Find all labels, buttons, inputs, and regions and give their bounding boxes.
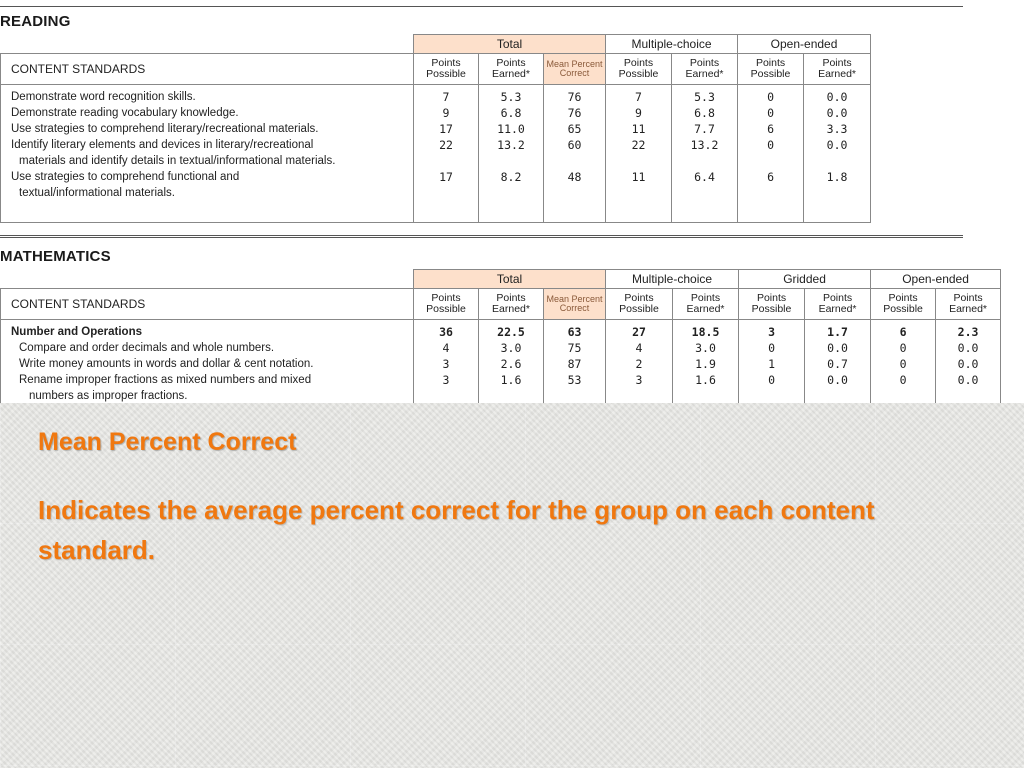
reading-content-standards-header: CONTENT STANDARDS bbox=[1, 54, 414, 85]
cell: 6.8 bbox=[500, 106, 522, 120]
cell: 22.5 bbox=[497, 325, 525, 339]
column-header: Points Possible bbox=[414, 289, 479, 320]
cell bbox=[606, 153, 671, 169]
cell: 13.2 bbox=[690, 138, 719, 152]
cell: 0 bbox=[899, 373, 907, 387]
column-header: Points Earned* bbox=[479, 54, 544, 85]
cell bbox=[739, 388, 804, 404]
reading-standards-cell bbox=[1, 85, 414, 223]
cell: 65 bbox=[567, 122, 582, 136]
reading-col bbox=[804, 85, 871, 223]
cell: 1.6 bbox=[500, 373, 522, 387]
cell: 6 bbox=[767, 122, 774, 136]
column-header: Points Possible bbox=[606, 54, 672, 85]
cell: 53 bbox=[567, 373, 582, 387]
standard-text: Number and Operations bbox=[11, 326, 142, 338]
cell bbox=[804, 185, 870, 201]
cell: 0.0 bbox=[957, 357, 979, 371]
cell: 7 bbox=[442, 90, 450, 104]
cell: 27 bbox=[632, 325, 646, 339]
cell: 6 bbox=[767, 170, 774, 184]
math-content-standards-header: CONTENT STANDARDS bbox=[1, 289, 414, 320]
cell: 6.4 bbox=[694, 170, 715, 184]
standard-text: Demonstrate word recognition skills. bbox=[11, 91, 196, 103]
column-header-mean-percent-correct: Mean Percent Correct bbox=[544, 54, 606, 85]
math-col bbox=[936, 320, 1001, 415]
cell bbox=[606, 388, 672, 404]
column-header: Points Earned* bbox=[479, 289, 544, 320]
column-header: Points Earned* bbox=[804, 54, 871, 85]
cell: 87 bbox=[567, 357, 582, 371]
column-header: Points Possible bbox=[739, 289, 805, 320]
math-col bbox=[479, 320, 544, 415]
standard-text: textual/informational materials. bbox=[19, 187, 175, 199]
cell: 17 bbox=[439, 122, 453, 136]
cell: 76 bbox=[567, 106, 582, 120]
cell: 17 bbox=[439, 170, 453, 184]
cell: 1.6 bbox=[695, 373, 716, 387]
cell: 75 bbox=[567, 341, 582, 355]
cell bbox=[805, 388, 870, 404]
cell bbox=[804, 153, 870, 169]
callout-heading: Mean Percent Correct bbox=[38, 428, 297, 456]
cell: 11 bbox=[631, 170, 646, 184]
cell: 22 bbox=[631, 138, 646, 152]
math-standards-cell bbox=[1, 320, 414, 415]
cell bbox=[479, 153, 543, 169]
math-group-gridded: Gridded bbox=[739, 270, 871, 289]
mathematics-title: MATHEMATICS bbox=[0, 248, 111, 265]
cell bbox=[414, 185, 478, 201]
cell: 0 bbox=[768, 341, 775, 355]
math-col bbox=[673, 320, 739, 415]
cell: 11.0 bbox=[497, 122, 525, 136]
cell: 5.3 bbox=[694, 90, 715, 104]
cell: 0 bbox=[899, 341, 907, 355]
cell: 8.2 bbox=[500, 170, 522, 184]
column-header: Points Possible bbox=[606, 289, 673, 320]
standard-text: Write money amounts in words and dollar & cent notation. bbox=[19, 358, 314, 370]
math-col bbox=[414, 320, 479, 415]
cell: 60 bbox=[567, 138, 582, 152]
cell: 3 bbox=[635, 373, 643, 387]
column-header: Points Earned* bbox=[936, 289, 1001, 320]
cell: 0.0 bbox=[957, 341, 979, 355]
cell bbox=[479, 185, 543, 201]
cell: 2 bbox=[635, 357, 643, 371]
cell: 6 bbox=[899, 325, 907, 339]
cell bbox=[936, 388, 1000, 404]
standard-text: Rename improper fractions as mixed numbers and mixed bbox=[19, 374, 312, 386]
cell: 0.0 bbox=[826, 106, 848, 120]
cell bbox=[738, 153, 803, 169]
math-col bbox=[871, 320, 936, 415]
reading-col bbox=[479, 85, 544, 223]
mathematics-table bbox=[0, 269, 1001, 414]
cell: 11 bbox=[631, 122, 646, 136]
standard-text: Use strategies to comprehend literary/recreational materials. bbox=[11, 123, 319, 135]
callout-panel bbox=[0, 403, 1024, 768]
cell bbox=[673, 388, 738, 404]
cell: 1.7 bbox=[827, 325, 848, 339]
cell: 9 bbox=[635, 106, 642, 120]
cell: 2.6 bbox=[500, 357, 522, 371]
cell bbox=[738, 185, 803, 201]
cell: 18.5 bbox=[691, 325, 720, 339]
cell bbox=[544, 388, 605, 404]
cell bbox=[871, 388, 935, 404]
standard-text: materials and identify details in textual/informational materials. bbox=[19, 155, 336, 167]
reading-group-multiple-choice: Multiple-choice bbox=[606, 35, 738, 54]
math-col bbox=[739, 320, 805, 415]
cell: 0 bbox=[767, 138, 774, 152]
cell: 3.0 bbox=[500, 341, 522, 355]
column-header: Points Possible bbox=[871, 289, 936, 320]
standard-text: Compare and order decimals and whole numbers. bbox=[19, 342, 275, 354]
cell: 3 bbox=[442, 373, 450, 387]
column-header: Points Possible bbox=[414, 54, 479, 85]
cell: 2.3 bbox=[957, 325, 979, 339]
column-header-mean-percent-correct: Mean Percent Correct bbox=[544, 289, 606, 320]
cell bbox=[672, 153, 737, 169]
cell: 0.0 bbox=[827, 373, 848, 387]
math-col bbox=[805, 320, 871, 415]
cell: 4 bbox=[442, 341, 450, 355]
column-header: Points Earned* bbox=[673, 289, 739, 320]
reading-col bbox=[672, 85, 738, 223]
cell: 3 bbox=[768, 325, 775, 339]
standard-text: Demonstrate reading vocabulary knowledge. bbox=[11, 107, 239, 119]
reading-group-open-ended: Open-ended bbox=[738, 35, 871, 54]
cell: 3.3 bbox=[826, 122, 848, 136]
cell: 13.2 bbox=[497, 138, 525, 152]
cell: 63 bbox=[567, 325, 582, 339]
cell: 22 bbox=[439, 138, 453, 152]
top-rule bbox=[0, 6, 963, 7]
math-col-mean-percent bbox=[544, 320, 606, 415]
cell bbox=[414, 388, 478, 404]
cell: 48 bbox=[567, 170, 582, 184]
standard-text: Identify literary elements and devices in literary/recreational bbox=[11, 139, 314, 151]
standard-text: Use strategies to comprehend functional and bbox=[11, 171, 240, 183]
cell: 0.7 bbox=[827, 357, 848, 371]
cell bbox=[672, 185, 737, 201]
cell: 5.3 bbox=[500, 90, 522, 104]
reading-group-total: Total bbox=[414, 35, 606, 54]
reading-col bbox=[414, 85, 479, 223]
cell: 9 bbox=[442, 106, 450, 120]
cell bbox=[544, 153, 605, 169]
reading-col bbox=[738, 85, 804, 223]
cell bbox=[479, 388, 543, 404]
cell: 76 bbox=[567, 90, 582, 104]
reading-col bbox=[606, 85, 672, 223]
math-group-multiple-choice: Multiple-choice bbox=[606, 270, 739, 289]
cell bbox=[544, 185, 605, 201]
cell: 1.9 bbox=[695, 357, 716, 371]
cell: 36 bbox=[439, 325, 453, 339]
reading-table bbox=[0, 34, 871, 223]
column-header: Points Possible bbox=[738, 54, 804, 85]
cell bbox=[606, 185, 671, 201]
reading-title: READING bbox=[0, 13, 71, 30]
cell: 1.8 bbox=[826, 170, 848, 184]
cell: 3 bbox=[442, 357, 450, 371]
cell: 0.0 bbox=[826, 90, 848, 104]
cell: 6.8 bbox=[694, 106, 715, 120]
column-header: Points Earned* bbox=[672, 54, 738, 85]
cell: 3.0 bbox=[695, 341, 716, 355]
column-header: Points Earned* bbox=[805, 289, 871, 320]
cell: 0 bbox=[768, 373, 775, 387]
cell: 0.0 bbox=[827, 341, 848, 355]
cell: 1 bbox=[768, 357, 775, 371]
cell: 7 bbox=[635, 90, 642, 104]
reading-col-mean-percent bbox=[544, 85, 606, 223]
cell bbox=[414, 153, 478, 169]
math-col bbox=[606, 320, 673, 415]
math-group-open-ended: Open-ended bbox=[871, 270, 1001, 289]
cell: 0.0 bbox=[957, 373, 979, 387]
math-group-total: Total bbox=[414, 270, 606, 289]
callout-body: Indicates the average percent correct for the group on each content standard. bbox=[38, 495, 875, 565]
cell: 0 bbox=[899, 357, 907, 371]
standard-text: numbers as improper fractions. bbox=[29, 390, 188, 402]
section-rule bbox=[0, 235, 963, 238]
cell: 4 bbox=[635, 341, 643, 355]
cell: 0.0 bbox=[826, 138, 848, 152]
cell: 0 bbox=[767, 90, 774, 104]
cell: 0 bbox=[767, 106, 774, 120]
cell: 7.7 bbox=[694, 122, 715, 136]
